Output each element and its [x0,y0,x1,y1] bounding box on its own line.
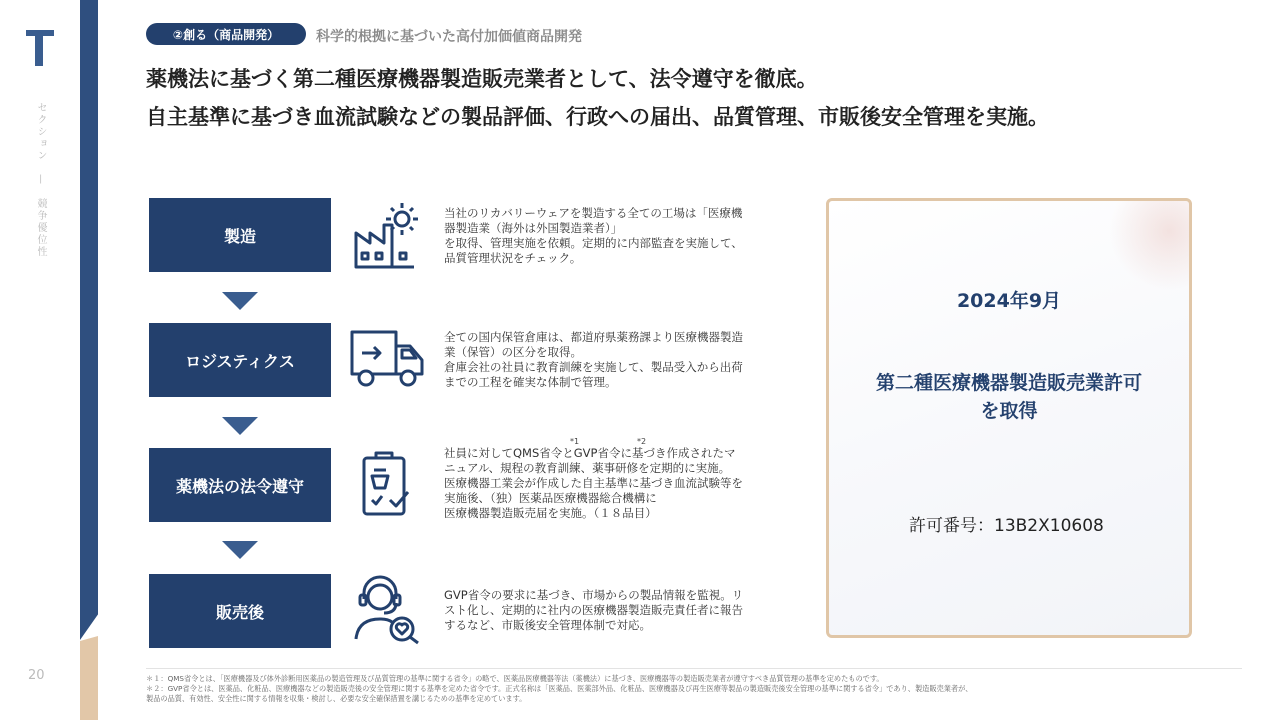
headline-line-2: 自主基準に基づき血流試験などの製品評価、行政への届出、品質管理、市販後安全管理を実施。 [146,105,1049,129]
decorative-edge-tan [80,636,98,720]
step-desc-manufacturing: 当社のリカバリーウェアを製造する全ての工場は「医療機 器製造業（海外は外国製造業者）」 を取得、管理実施を依頼。定期的に内部監査を実施して、 品質管理状況をチェック。 [444,206,743,265]
step-desc-compliance: 社員に対してQMS省令とGVP省令に基づき作成されたマ ニュアル、規程の教育訓練、薬事研修を定期的に実施。 医療機器工業会が作成した自主基準に基づき血流試験等を 実施後、（独）医薬品医療機器総合機構に 医療機器製造販売届を実施。（１８品目） [444,446,743,520]
step-box-compliance: 薬機法の法令遵守 [149,448,331,522]
license-date: 2024年9月 [956,290,1062,312]
page-subtitle: 科学的根拠に基づいた高付加価値商品開発 [316,29,582,45]
section-pill: ②創る（商品開発） [146,23,306,45]
license-number: 許可番号：13B2X10608 [909,516,1104,536]
checklist-clipboard-icon [348,448,420,520]
down-arrow-icon [222,292,258,310]
step-desc-logistics: 全ての国内保管倉庫は、都道府県薬務課より医療機器製造 業（保管）の区分を取得。 倉庫会社の社員に教育訓練を実施して、製品受入から出荷 までの工程を確実な体制で管理。 [444,330,743,389]
down-arrow-icon [222,541,258,559]
step-box-post-market: 販売後 [149,574,331,648]
step-box-logistics: ロジスティクス [149,323,331,397]
footnotes [146,674,1242,704]
section-label: セクション — 競争優位性 [35,102,46,258]
footnote-3: 製品の品質、有効性、安全性に関する情報を収集・検討し、必要な安全確保措置を講じるための基準を定めています。 [146,694,527,703]
footnote-1: ＊１：QMS省令とは、「医療機器及び体外診断用医薬品の製造管理及び品質管理の基準に関する省令」の略で、医薬品医療機器等法（薬機法）に基づき、医療機器等の製造販売業者が遵守すべき品質管理の基準を定めたものです。 [146,674,884,683]
page-number: 20 [28,668,45,683]
footnote-marker-1: *1 [570,437,580,446]
footnote-marker-2: *2 [637,437,647,446]
card-decoration [1109,198,1192,291]
delivery-truck-icon [348,322,420,394]
footnote-2: ＊２：GVP省令とは、医薬品、化粧品、医療機器などの製造販売後の安全管理に関する基準を定めた省令です。正式名称は「医薬品、医薬部外品、化粧品、医療機器及び再生医療等製品の製造販売後安全管理の基準に関する省令」であり、製造販売業者が、 [146,684,973,693]
footnote-divider [146,668,1242,669]
license-title: 第二種医療機器製造販売業許可 を取得 [875,372,1142,422]
step-box-manufacturing: 製造 [149,198,331,272]
down-arrow-icon [222,417,258,435]
step-desc-post-market: GVP省令の要求に基づき、市場からの製品情報を監視。リ スト化し、定期的に社内の医療機器製造販売責任者に報告 するなど、市販後安全管理体制で対応。 [444,588,744,632]
headline-line-1: 薬機法に基づく第二種医療機器製造販売業者として、法令遵守を徹底。 [146,67,818,91]
company-logo [26,30,54,66]
factory-gear-icon [348,197,420,269]
support-headset-icon [348,573,420,645]
headline [146,60,1049,136]
left-rail [0,0,80,720]
decorative-edge-blue [80,0,98,640]
license-card [826,198,1192,638]
